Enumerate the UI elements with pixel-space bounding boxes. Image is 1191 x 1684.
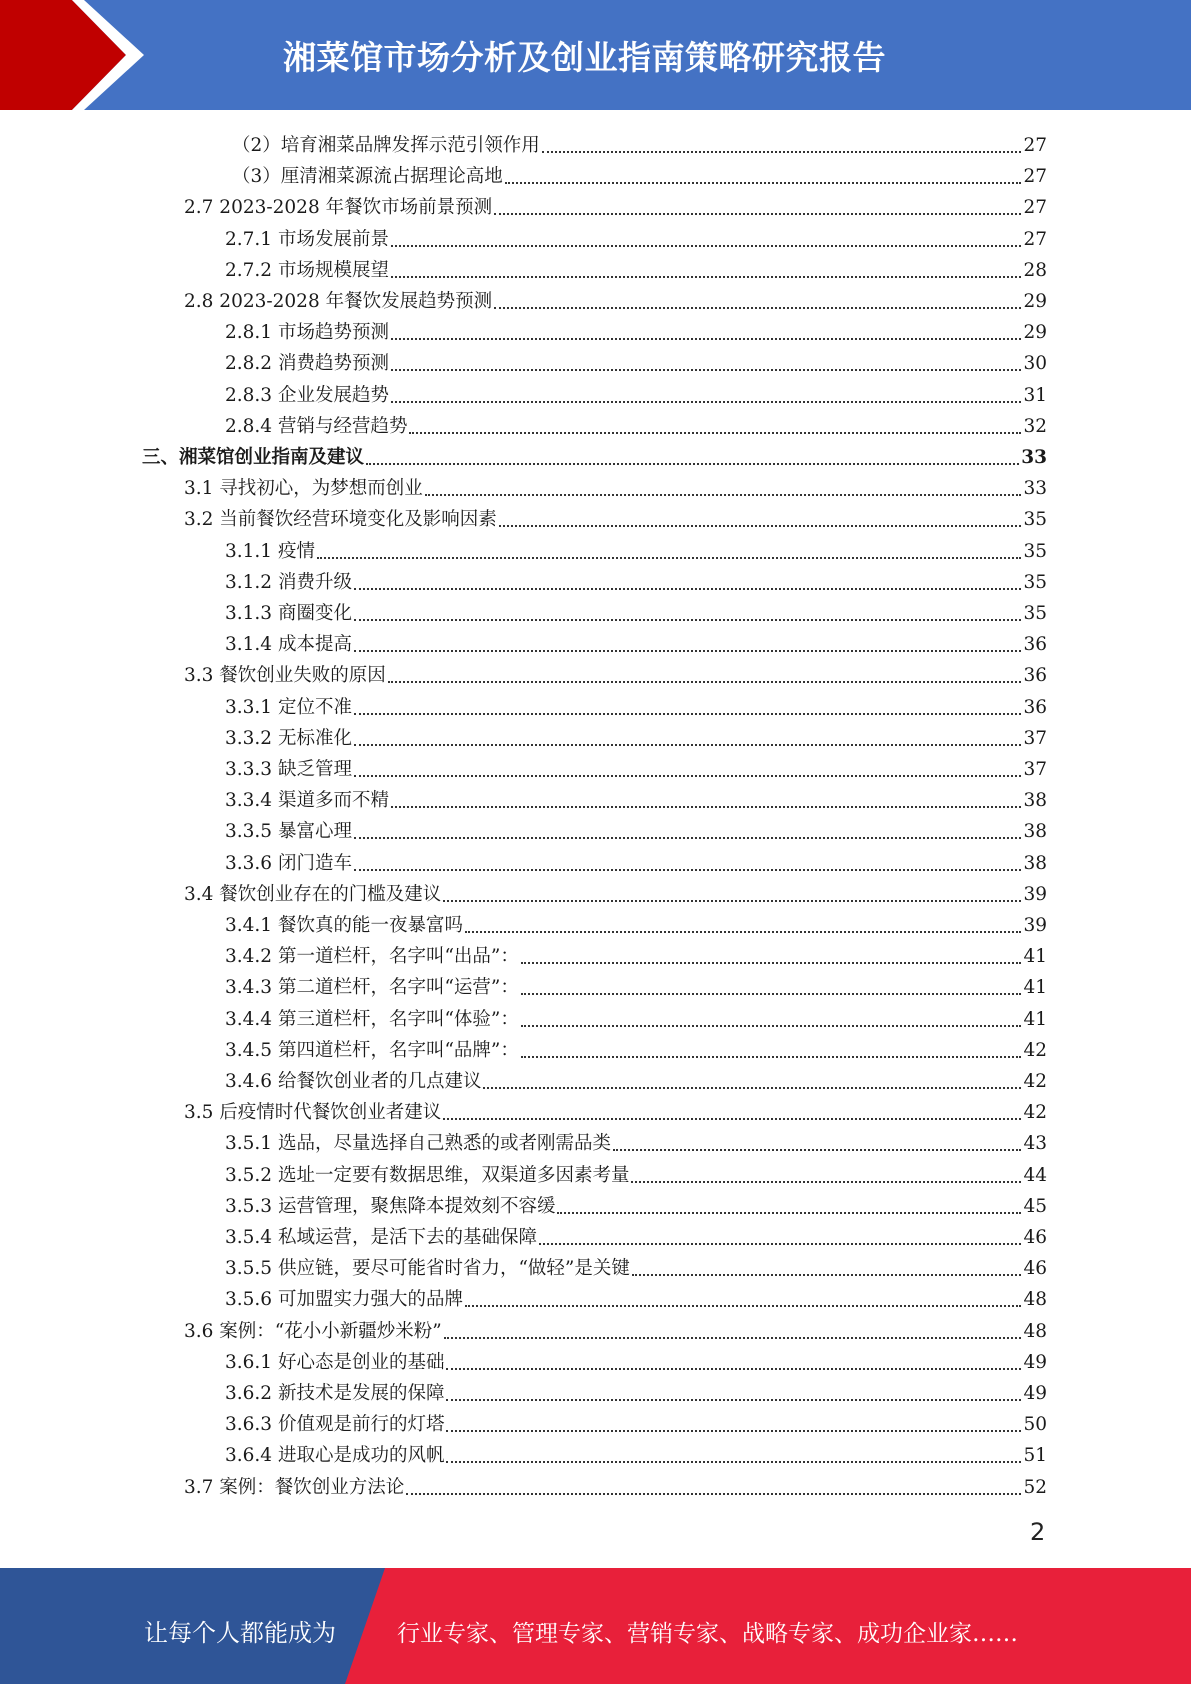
toc-entry[interactable] (184, 470, 1047, 501)
toc-entry-page: 39 (1023, 883, 1047, 905)
toc-entry[interactable] (184, 876, 1047, 907)
toc-entry-page: 31 (1023, 384, 1047, 406)
toc-entry-title: （3）厘清湘菜源流占据理论高地 (232, 166, 503, 188)
toc-entry-page: 38 (1023, 852, 1047, 874)
toc-entry-page: 35 (1023, 603, 1047, 624)
toc-entry-page: 43 (1023, 1133, 1047, 1155)
toc-entry-title: 3.6 案例：“花小小新疆炒米粉” (184, 1320, 442, 1342)
toc-entry[interactable] (225, 1219, 1047, 1250)
toc-entry[interactable] (225, 595, 1047, 626)
toc-entry[interactable] (225, 751, 1047, 782)
toc-dot-leader (521, 961, 1022, 964)
toc-entry-title: 3.4 餐饮创业存在的门槛及建议 (184, 883, 442, 905)
toc-entry[interactable] (225, 1344, 1047, 1375)
toc-entry-title: 3.4.5 第四道栏杆，名字叫“品牌”： (225, 1039, 519, 1061)
toc-entry[interactable] (225, 782, 1047, 813)
toc-dot-leader (505, 181, 1022, 184)
toc-entry-page: 42 (1023, 1071, 1047, 1092)
toc-dot-leader (521, 1024, 1022, 1027)
toc-entry[interactable] (184, 657, 1047, 688)
toc-dot-leader (613, 1148, 1021, 1151)
toc-dot-leader (632, 1273, 1022, 1276)
toc-entry-title: 3.5.2 选址一定要有数据思维，双渠道多因素考量 (225, 1164, 630, 1186)
toc-dot-leader (465, 1304, 1021, 1307)
toc-dot-leader (354, 618, 1022, 621)
toc-entry-page: 30 (1023, 353, 1047, 375)
toc-entry[interactable] (184, 1094, 1047, 1125)
toc-dot-leader (391, 400, 1021, 403)
toc-entry[interactable] (184, 1469, 1047, 1500)
toc-entry-title: 3.3.4 渠道多而不精 (225, 790, 389, 812)
toc-entry-title: 3.3.1 定位不准 (225, 696, 352, 718)
toc-entry-title: 3.4.4 第三道栏杆，名字叫“体验”： (225, 1008, 519, 1030)
toc-dot-leader (494, 306, 1021, 309)
toc-entry-title: 2.8.2 消费趋势预测 (225, 353, 389, 375)
toc-entry[interactable] (225, 1157, 1047, 1188)
toc-dot-leader (443, 1117, 1021, 1120)
toc-entry-page: 49 (1023, 1351, 1047, 1373)
toc-dot-leader (391, 368, 1021, 371)
page-number: 2 (1030, 1518, 1046, 1546)
toc-entry[interactable] (225, 689, 1047, 720)
toc-entry-title: 3.1.1 疫情 (225, 540, 315, 562)
toc-dot-leader (391, 805, 1021, 808)
toc-entry-page: 41 (1023, 977, 1047, 999)
toc-dot-leader (446, 1429, 1021, 1432)
toc-dot-leader (354, 649, 1022, 652)
toc-entry-page: 29 (1023, 322, 1047, 344)
toc-entry-title: 3.4.6 给餐饮创业者的几点建议 (225, 1071, 482, 1092)
toc-entry-title: 3.3.5 暴富心理 (225, 821, 352, 843)
toc-dot-leader (465, 930, 1021, 933)
toc-dot-leader (521, 992, 1022, 995)
toc-entry[interactable] (225, 969, 1047, 1000)
toc-dot-leader (631, 1180, 1021, 1183)
toc-entry[interactable] (225, 221, 1047, 252)
toc-dot-leader (499, 524, 1022, 527)
toc-entry-page: 36 (1023, 665, 1047, 687)
toc-entry-title: 2.7.1 市场发展前景 (225, 228, 389, 250)
toc-entry-page: 38 (1023, 790, 1047, 812)
toc-dot-leader (483, 1086, 1021, 1089)
toc-entry[interactable] (225, 1406, 1047, 1437)
toc-entry-title: 3.5.1 选品，尽量选择自己熟悉的或者刚需品类 (225, 1133, 611, 1155)
toc-entry[interactable] (225, 1437, 1047, 1468)
toc-entry-page: 42 (1023, 1039, 1047, 1061)
toc-entry[interactable] (225, 1125, 1047, 1156)
toc-dot-leader (354, 868, 1022, 871)
toc-entry-page: 39 (1023, 915, 1047, 936)
toc-dot-leader (557, 1211, 1021, 1214)
toc-entry[interactable] (225, 533, 1047, 564)
toc-dot-leader (354, 743, 1022, 746)
toc-entry[interactable] (225, 907, 1047, 938)
toc-entry[interactable] (225, 564, 1047, 595)
toc-entry-page: 44 (1023, 1164, 1047, 1186)
toc-entry[interactable] (225, 252, 1047, 283)
toc-dot-leader (388, 680, 1022, 683)
toc-entry-page: 27 (1023, 166, 1047, 188)
toc-entry-title: 3.3.2 无标准化 (225, 727, 352, 749)
toc-entry-page: 48 (1023, 1289, 1047, 1311)
toc-entry[interactable] (184, 501, 1047, 532)
toc-entry[interactable] (184, 283, 1047, 314)
toc-entry[interactable] (225, 626, 1047, 657)
toc-entry[interactable] (225, 345, 1047, 376)
toc-entry-title: 2.8.4 营销与经营趋势 (225, 415, 408, 437)
toc-entry-page: 37 (1023, 727, 1047, 749)
toc-entry-title: 3.1.2 消费升级 (225, 571, 352, 593)
toc-entry-title: 3.5.6 可加盟实力强大的品牌 (225, 1289, 463, 1311)
toc-entry[interactable] (225, 1063, 1047, 1094)
toc-entry[interactable] (225, 720, 1047, 751)
toc-dot-leader (539, 1242, 1021, 1245)
toc-entry-title: 3.5.3 运营管理，聚焦降本提效刻不容缓 (225, 1195, 556, 1217)
toc-dot-leader (354, 836, 1022, 839)
toc-entry-page: 37 (1023, 759, 1047, 780)
toc-entry-page: 50 (1023, 1414, 1047, 1436)
toc-entry-title: （2）培育湘菜品牌发挥示范引领作用 (232, 135, 540, 156)
toc-entry-page: 33 (1023, 478, 1047, 500)
header-arrow-decoration (0, 0, 150, 110)
toc-dot-leader (446, 1460, 1021, 1463)
toc-entry-page: 41 (1023, 1008, 1047, 1030)
toc-entry-title: 3.7 案例：餐饮创业方法论 (184, 1476, 405, 1498)
toc-entry[interactable] (225, 813, 1047, 844)
toc-entry-page: 46 (1023, 1258, 1047, 1280)
toc-dot-leader (391, 275, 1021, 278)
toc-entry-title: 3.6.4 进取心是成功的风帆 (225, 1445, 445, 1467)
toc-entry-title: 3.1.4 成本提高 (225, 634, 352, 656)
toc-entry-page: 48 (1023, 1320, 1047, 1342)
toc-dot-leader (446, 1367, 1021, 1370)
toc-entry-title: 3.6.1 好心态是创业的基础 (225, 1351, 445, 1373)
toc-entry[interactable] (232, 158, 1047, 189)
toc-dot-leader (409, 431, 1021, 434)
toc-entry-page: 52 (1023, 1476, 1047, 1498)
toc-entry[interactable] (225, 377, 1047, 408)
toc-entry-title: 3.1.3 商圈变化 (225, 603, 352, 624)
toc-dot-leader (446, 1398, 1021, 1401)
toc-entry[interactable] (225, 1375, 1047, 1406)
toc-dot-leader (391, 337, 1021, 340)
toc-entry-page: 38 (1023, 821, 1047, 843)
toc-entry[interactable] (225, 938, 1047, 969)
toc-dot-leader (354, 774, 1022, 777)
toc-entry-title: 3.5 后疫情时代餐饮创业者建议 (184, 1102, 442, 1124)
toc-entry[interactable] (232, 127, 1047, 158)
toc-dot-leader (354, 587, 1022, 590)
toc-entry-page: 35 (1023, 571, 1047, 593)
toc-entry-page: 36 (1023, 696, 1047, 718)
toc-entry-page: 27 (1023, 228, 1047, 250)
toc-dot-leader (444, 1336, 1022, 1339)
toc-entry-title: 3.3.6 闭门造车 (225, 852, 352, 874)
toc-entry-title: 3.5.4 私域运营，是活下去的基础保障 (225, 1227, 537, 1248)
toc-entry-page: 33 (1021, 447, 1047, 468)
toc-entry[interactable] (225, 314, 1047, 345)
toc-entry-page: 45 (1023, 1195, 1047, 1217)
toc-entry-page: 51 (1023, 1445, 1047, 1467)
toc-entry-title: 2.7.2 市场规模展望 (225, 259, 389, 281)
toc-entry[interactable] (225, 1250, 1047, 1281)
toc-entry-title: 2.8.1 市场趋势预测 (225, 322, 389, 344)
toc-entry-page: 32 (1023, 415, 1047, 437)
toc-entry-page: 29 (1023, 291, 1047, 312)
toc-entry-title: 三、湘菜馆创业指南及建议 (142, 447, 365, 468)
toc-entry-page: 42 (1023, 1102, 1047, 1124)
toc-dot-leader (494, 212, 1021, 215)
toc-entry[interactable] (225, 845, 1047, 876)
toc-entry-page: 35 (1023, 540, 1047, 562)
toc-dot-leader (521, 1055, 1022, 1058)
toc-entry-title: 2.8 2023-2028 年餐饮发展趋势预测 (184, 291, 493, 312)
toc-dot-leader (425, 493, 1022, 496)
toc-entry[interactable] (184, 189, 1047, 220)
toc-dot-leader (443, 899, 1021, 902)
toc-entry-title: 3.5.5 供应链，要尽可能省时省力，“做轻”是关键 (225, 1258, 630, 1280)
toc-dot-leader (354, 712, 1022, 715)
toc-entry-page: 28 (1023, 259, 1047, 281)
toc-entry-title: 3.3.3 缺乏管理 (225, 759, 352, 780)
footer-slogan-left: 让每个人都能成为 (144, 1619, 336, 1647)
toc-entry-page: 41 (1023, 946, 1047, 968)
toc-entry-title: 3.6.2 新技术是发展的保障 (225, 1383, 445, 1404)
toc-entry-page: 46 (1023, 1227, 1047, 1248)
toc-entry-title: 3.4.2 第一道栏杆，名字叫“出品”： (225, 946, 519, 968)
toc-entry[interactable] (225, 1188, 1047, 1219)
toc-entry[interactable] (142, 439, 1047, 470)
report-title: 湘菜馆市场分析及创业指南策略研究报告 (283, 38, 886, 77)
toc-entry-page: 35 (1023, 509, 1047, 531)
toc-entry-page: 49 (1023, 1383, 1047, 1404)
toc-entry[interactable] (225, 408, 1047, 439)
toc-entry-title: 3.1 寻找初心，为梦想而创业 (184, 478, 423, 500)
toc-entry-page: 36 (1023, 634, 1047, 656)
toc-entry-title: 3.4.1 餐饮真的能一夜暴富吗 (225, 915, 463, 936)
toc-entry-title: 3.6.3 价值观是前行的灯塔 (225, 1414, 445, 1436)
toc-entry[interactable] (225, 1281, 1047, 1312)
toc-dot-leader (542, 150, 1022, 153)
toc-entry-title: 3.3 餐饮创业失败的原因 (184, 665, 386, 687)
toc-entry-page: 27 (1023, 197, 1047, 219)
toc-entry-title: 3.2 当前餐饮经营环境变化及影响因素 (184, 509, 497, 531)
toc-entry[interactable] (225, 1032, 1047, 1063)
toc-entry-title: 2.7 2023-2028 年餐饮市场前景预测 (184, 197, 493, 219)
toc-entry-page: 27 (1023, 135, 1047, 156)
toc-dot-leader (317, 556, 1022, 559)
toc-entry[interactable] (225, 1001, 1047, 1032)
toc-dot-leader (406, 1492, 1021, 1495)
toc-dot-leader (366, 462, 1019, 465)
toc-entry-title: 3.4.3 第二道栏杆，名字叫“运营”： (225, 977, 519, 999)
toc-entry[interactable] (184, 1313, 1047, 1344)
toc-entry-title: 2.8.3 企业发展趋势 (225, 384, 389, 406)
header-banner (0, 0, 1191, 110)
toc-dot-leader (391, 244, 1021, 247)
footer-slogan-right: 行业专家、管理专家、营销专家、战略专家、成功企业家…… (397, 1621, 1018, 1647)
